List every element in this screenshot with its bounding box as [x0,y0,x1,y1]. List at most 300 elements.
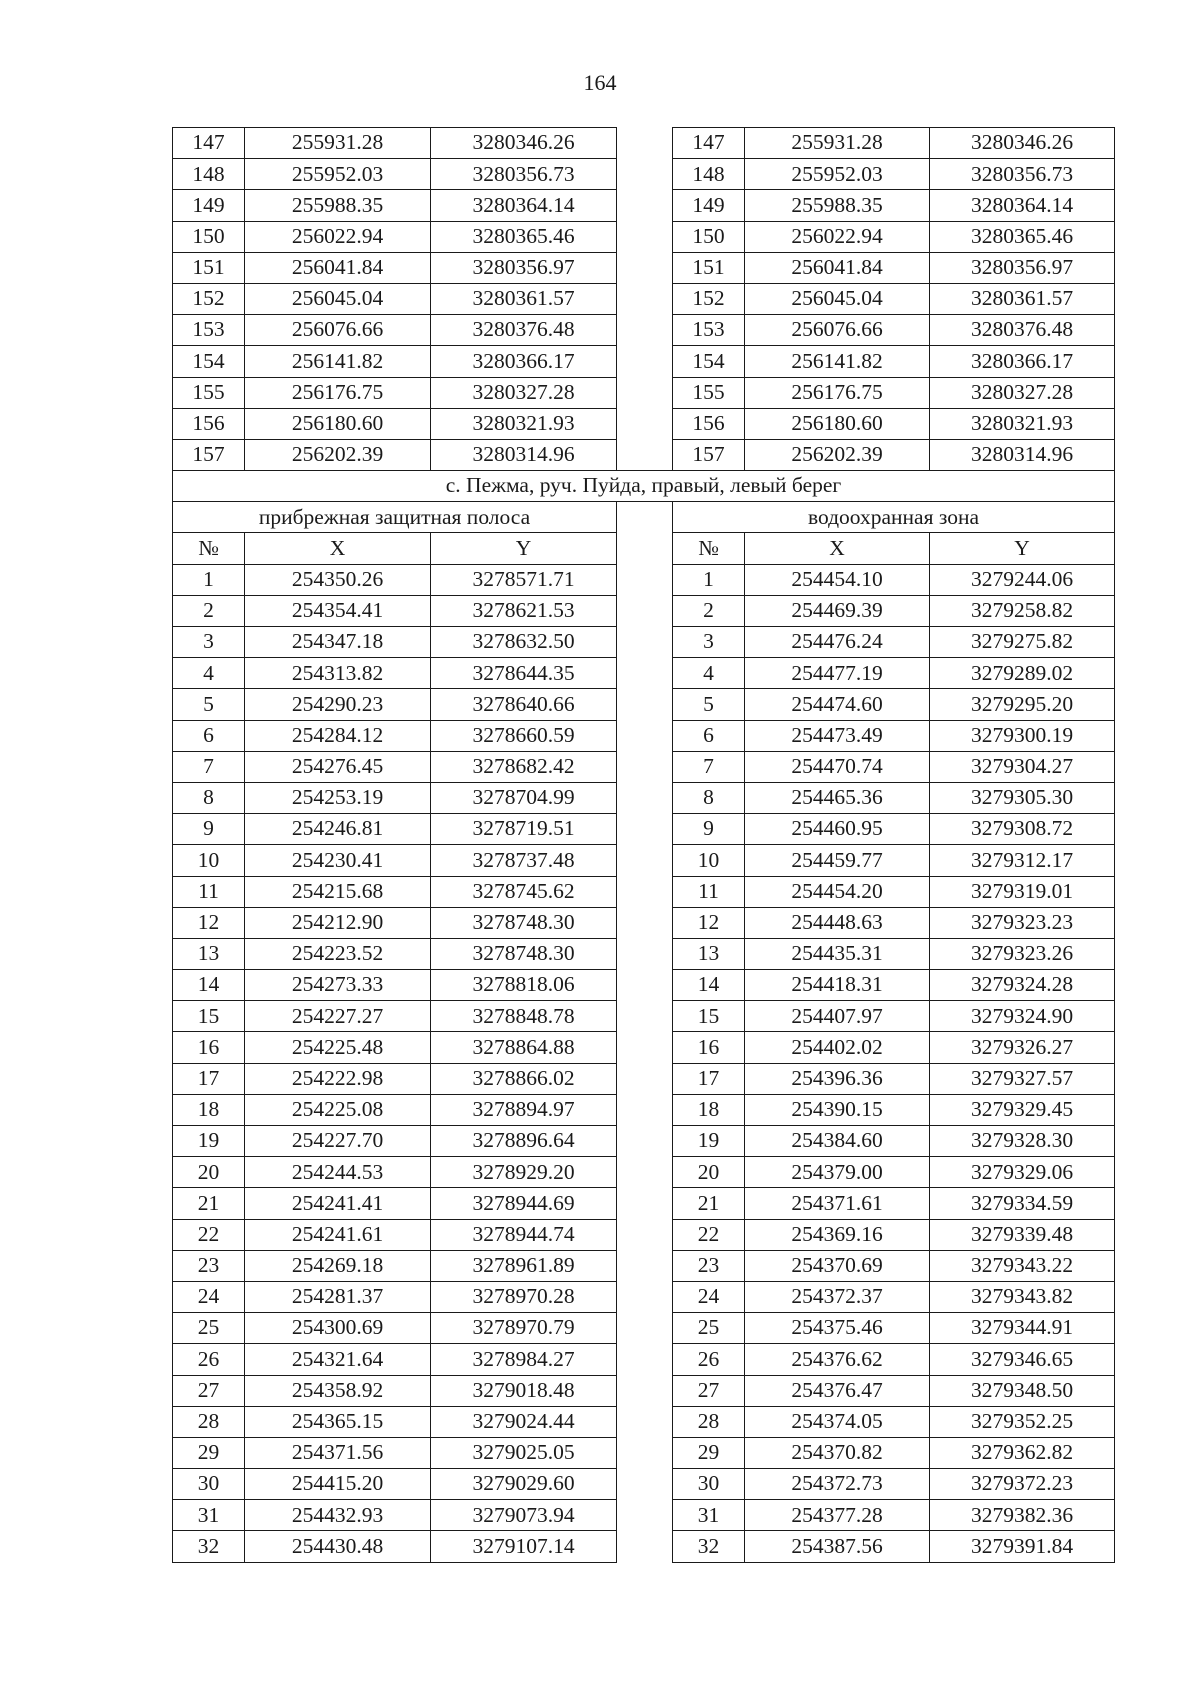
cell-num-right: 12 [673,907,745,938]
cell-num-right: 18 [673,1094,745,1125]
cell-num-right: 20 [673,1157,745,1188]
coordinates-table [172,127,1115,1563]
cell-y-left: 3278961.89 [431,1250,617,1281]
table-row [173,1313,1115,1344]
table-row [173,1375,1115,1406]
gap-cell [617,1157,673,1188]
cell-y-left: 3279107.14 [431,1531,617,1562]
cell-y-left: 3280356.97 [431,252,617,283]
cell-num-right: 25 [673,1313,745,1344]
cell-x-right: 254402.02 [745,1032,930,1063]
cell-y-left: 3279018.48 [431,1375,617,1406]
cell-y-right: 3279346.65 [930,1344,1115,1375]
gap-cell [617,408,673,439]
cell-x-left: 254227.70 [245,1126,431,1157]
table-row [173,1281,1115,1312]
cell-num-right: 9 [673,814,745,845]
cell-num-right: 26 [673,1344,745,1375]
cell-y-left: 3280346.26 [431,128,617,159]
gap-cell [617,1406,673,1437]
cell-y-left: 3280361.57 [431,283,617,314]
col-header-x-right: X [745,533,930,564]
cell-num-left: 152 [173,283,245,314]
cell-y-left: 3280327.28 [431,377,617,408]
cell-y-left: 3278944.69 [431,1188,617,1219]
cell-y-left: 3278644.35 [431,658,617,689]
cell-num-left: 19 [173,1126,245,1157]
cell-num-left: 8 [173,782,245,813]
gap-cell [617,1219,673,1250]
table-row [173,190,1115,221]
cell-y-left: 3278682.42 [431,751,617,782]
cell-x-left: 254432.93 [245,1500,431,1531]
cell-num-left: 17 [173,1063,245,1094]
cell-x-right: 254369.16 [745,1219,930,1250]
table-row [173,439,1115,470]
cell-x-left: 254350.26 [245,564,431,595]
cell-num-right: 11 [673,876,745,907]
cell-y-right: 3279312.17 [930,845,1115,876]
table-row [173,283,1115,314]
cell-num-left: 6 [173,720,245,751]
cell-y-left: 3278848.78 [431,1001,617,1032]
table-row [173,751,1115,782]
cell-y-right: 3279352.25 [930,1406,1115,1437]
cell-y-right: 3279334.59 [930,1188,1115,1219]
cell-num-right: 151 [673,252,745,283]
cell-y-right: 3279324.28 [930,970,1115,1001]
cell-y-left: 3280356.73 [431,159,617,190]
section-title-row [173,471,1115,502]
cell-y-left: 3278894.97 [431,1094,617,1125]
cell-x-left: 254244.53 [245,1157,431,1188]
gap-cell [617,377,673,408]
table-row [173,346,1115,377]
cell-y-right: 3280364.14 [930,190,1115,221]
cell-num-right: 29 [673,1437,745,1468]
cell-y-right: 3279319.01 [930,876,1115,907]
cell-num-right: 156 [673,408,745,439]
cell-x-left: 254269.18 [245,1250,431,1281]
table-row [173,658,1115,689]
cell-y-right: 3279305.30 [930,782,1115,813]
cell-num-right: 28 [673,1406,745,1437]
cell-num-left: 24 [173,1281,245,1312]
cell-x-left: 254241.61 [245,1219,431,1250]
cell-num-left: 10 [173,845,245,876]
cell-x-left: 254358.92 [245,1375,431,1406]
cell-x-right: 255988.35 [745,190,930,221]
gap-cell [617,782,673,813]
cell-x-right: 254370.69 [745,1250,930,1281]
cell-y-left: 3278719.51 [431,814,617,845]
cell-y-left: 3279029.60 [431,1469,617,1500]
cell-x-left: 254347.18 [245,627,431,658]
cell-y-right: 3279323.23 [930,907,1115,938]
cell-y-right: 3279289.02 [930,658,1115,689]
cell-x-right: 254371.61 [745,1188,930,1219]
cell-y-right: 3279300.19 [930,720,1115,751]
table-row [173,408,1115,439]
cell-num-left: 14 [173,970,245,1001]
cell-y-left: 3278944.74 [431,1219,617,1250]
cell-x-left: 254225.08 [245,1094,431,1125]
cell-x-left: 254371.56 [245,1437,431,1468]
cell-num-left: 15 [173,1001,245,1032]
cell-y-right: 3279275.82 [930,627,1115,658]
table-row [173,564,1115,595]
cell-num-left: 11 [173,876,245,907]
table-row [173,814,1115,845]
cell-y-left: 3278929.20 [431,1157,617,1188]
table-row [173,1250,1115,1281]
cell-num-right: 21 [673,1188,745,1219]
cell-num-right: 10 [673,845,745,876]
gap-cell [617,1188,673,1219]
cell-num-right: 150 [673,221,745,252]
cell-x-right: 254474.60 [745,689,930,720]
cell-num-right: 154 [673,346,745,377]
cell-num-left: 4 [173,658,245,689]
cell-x-right: 254459.77 [745,845,930,876]
table-row [173,782,1115,813]
cell-num-left: 151 [173,252,245,283]
cell-num-right: 5 [673,689,745,720]
cell-num-left: 148 [173,159,245,190]
cell-y-right: 3279391.84 [930,1531,1115,1562]
cell-num-left: 3 [173,627,245,658]
cell-x-left: 254300.69 [245,1313,431,1344]
cell-y-right: 3280356.97 [930,252,1115,283]
cell-y-left: 3280366.17 [431,346,617,377]
cell-y-right: 3279348.50 [930,1375,1115,1406]
cell-y-left: 3278984.27 [431,1344,617,1375]
cell-x-right: 256022.94 [745,221,930,252]
cell-num-left: 23 [173,1250,245,1281]
cell-x-left: 256045.04 [245,283,431,314]
gap-cell [617,315,673,346]
cell-x-right: 254476.24 [745,627,930,658]
cell-y-left: 3278571.71 [431,564,617,595]
table-row [173,845,1115,876]
cell-num-left: 149 [173,190,245,221]
cell-x-left: 254246.81 [245,814,431,845]
cell-y-right: 3279326.27 [930,1032,1115,1063]
cell-y-right: 3280314.96 [930,439,1115,470]
table-row [173,159,1115,190]
cell-x-left: 254365.15 [245,1406,431,1437]
cell-x-right: 254372.73 [745,1469,930,1500]
cell-num-right: 8 [673,782,745,813]
cell-num-left: 32 [173,1531,245,1562]
gap-cell [617,1281,673,1312]
cell-num-right: 14 [673,970,745,1001]
gap-cell [617,221,673,252]
cell-y-right: 3279329.06 [930,1157,1115,1188]
cell-y-left: 3278864.88 [431,1032,617,1063]
cell-x-right: 254418.31 [745,970,930,1001]
gap-cell [617,751,673,782]
cell-y-right: 3279382.36 [930,1500,1115,1531]
cell-x-right: 254465.36 [745,782,930,813]
table-row [173,1094,1115,1125]
cell-num-right: 7 [673,751,745,782]
cell-y-right: 3280361.57 [930,283,1115,314]
table-row [173,1032,1115,1063]
cell-x-left: 254212.90 [245,907,431,938]
cell-num-left: 16 [173,1032,245,1063]
cell-y-right: 3280327.28 [930,377,1115,408]
cell-num-left: 28 [173,1406,245,1437]
gap-cell [617,1063,673,1094]
cell-num-right: 4 [673,658,745,689]
cell-y-left: 3278704.99 [431,782,617,813]
cell-y-left: 3278640.66 [431,689,617,720]
cell-x-right: 254470.74 [745,751,930,782]
col-header-y-left: Y [431,533,617,564]
cell-x-left: 256141.82 [245,346,431,377]
gap-cell [617,938,673,969]
table-row [173,720,1115,751]
cell-y-left: 3278748.30 [431,907,617,938]
cell-x-left: 254227.27 [245,1001,431,1032]
cell-x-right: 256176.75 [745,377,930,408]
cell-x-left: 254273.33 [245,970,431,1001]
cell-y-left: 3279073.94 [431,1500,617,1531]
cell-x-right: 254377.28 [745,1500,930,1531]
cell-num-right: 31 [673,1500,745,1531]
cell-y-right: 3280321.93 [930,408,1115,439]
cell-num-right: 153 [673,315,745,346]
cell-x-right: 256076.66 [745,315,930,346]
cell-y-left: 3280364.14 [431,190,617,221]
cell-y-right: 3280356.73 [930,159,1115,190]
table-row [173,1344,1115,1375]
cell-x-right: 256041.84 [745,252,930,283]
cell-num-left: 30 [173,1469,245,1500]
cell-num-right: 30 [673,1469,745,1500]
table-row [173,1219,1115,1250]
cell-x-right: 254390.15 [745,1094,930,1125]
cell-num-right: 3 [673,627,745,658]
gap-cell [617,814,673,845]
cell-num-right: 23 [673,1250,745,1281]
cell-num-right: 15 [673,1001,745,1032]
cell-y-right: 3279295.20 [930,689,1115,720]
cell-num-left: 7 [173,751,245,782]
cell-num-left: 153 [173,315,245,346]
cell-num-left: 150 [173,221,245,252]
table-row [173,252,1115,283]
table-row [173,128,1115,159]
cell-y-left: 3278970.28 [431,1281,617,1312]
cell-y-right: 3279329.45 [930,1094,1115,1125]
cell-x-right: 254387.56 [745,1531,930,1562]
table-row [173,876,1115,907]
cell-x-right: 254454.10 [745,564,930,595]
gap-cell [617,1250,673,1281]
gap-cell [617,689,673,720]
cell-num-right: 157 [673,439,745,470]
zone-header-row [173,502,1115,533]
table-row [173,221,1115,252]
cell-y-left: 3278970.79 [431,1313,617,1344]
table-row [173,315,1115,346]
cell-num-left: 13 [173,938,245,969]
cell-num-right: 147 [673,128,745,159]
col-header-y-right: Y [930,533,1115,564]
cell-num-right: 19 [673,1126,745,1157]
gap-cell [617,1531,673,1562]
gap-cell [617,1375,673,1406]
cell-num-right: 149 [673,190,745,221]
cell-x-right: 254379.00 [745,1157,930,1188]
cell-x-left: 254215.68 [245,876,431,907]
table-row [173,377,1115,408]
gap-cell [617,970,673,1001]
cell-x-right: 254469.39 [745,595,930,626]
cell-x-left: 256076.66 [245,315,431,346]
table-row [173,1500,1115,1531]
gap-cell [617,283,673,314]
cell-x-left: 255931.28 [245,128,431,159]
gap-cell [617,876,673,907]
cell-y-left: 3278748.30 [431,938,617,969]
cell-num-left: 157 [173,439,245,470]
table-row [173,1001,1115,1032]
cell-num-right: 148 [673,159,745,190]
cell-y-left: 3278632.50 [431,627,617,658]
cell-num-left: 1 [173,564,245,595]
cell-x-left: 254290.23 [245,689,431,720]
cell-num-right: 1 [673,564,745,595]
cell-x-left: 256041.84 [245,252,431,283]
gap-cell [617,1094,673,1125]
cell-num-left: 156 [173,408,245,439]
table-row [173,1126,1115,1157]
cell-x-right: 254370.82 [745,1437,930,1468]
cell-x-right: 254376.62 [745,1344,930,1375]
cell-x-right: 256045.04 [745,283,930,314]
cell-y-right: 3280346.26 [930,128,1115,159]
gap-cell [617,128,673,159]
cell-x-left: 254321.64 [245,1344,431,1375]
table-row [173,1531,1115,1562]
cell-num-left: 12 [173,907,245,938]
cell-y-left: 3278621.53 [431,595,617,626]
cell-num-left: 18 [173,1094,245,1125]
section-rows [173,564,1115,1562]
cell-y-left: 3279025.05 [431,1437,617,1468]
cell-y-right: 3279258.82 [930,595,1115,626]
cell-x-left: 254222.98 [245,1063,431,1094]
cell-x-left: 254225.48 [245,1032,431,1063]
gap-cell [617,1437,673,1468]
cell-y-right: 3279244.06 [930,564,1115,595]
cell-num-left: 29 [173,1437,245,1468]
section-title: с. Пежма, руч. Пуйда, правый, левый берег [173,471,1115,502]
cell-y-left: 3278737.48 [431,845,617,876]
cell-x-right: 254473.49 [745,720,930,751]
cell-x-left: 254415.20 [245,1469,431,1500]
cell-x-left: 254230.41 [245,845,431,876]
cell-y-right: 3279327.57 [930,1063,1115,1094]
table-row [173,1406,1115,1437]
cell-x-left: 255988.35 [245,190,431,221]
cell-num-left: 9 [173,814,245,845]
table-row [173,1157,1115,1188]
gap-cell [617,564,673,595]
col-header-x-left: X [245,533,431,564]
cell-num-left: 21 [173,1188,245,1219]
cell-y-right: 3279372.23 [930,1469,1115,1500]
cell-num-right: 152 [673,283,745,314]
cell-x-left: 256202.39 [245,439,431,470]
table-row [173,1437,1115,1468]
cell-num-right: 155 [673,377,745,408]
cell-y-right: 3279343.22 [930,1250,1115,1281]
cell-x-right: 254460.95 [745,814,930,845]
col-header-num-right: № [673,533,745,564]
left-zone-header: прибрежная защитная полоса [173,502,617,533]
gap-cell [617,502,673,533]
gap-cell [617,658,673,689]
cell-num-right: 17 [673,1063,745,1094]
gap-cell [617,190,673,221]
cell-y-left: 3278660.59 [431,720,617,751]
cell-x-left: 254430.48 [245,1531,431,1562]
gap-cell [617,1032,673,1063]
cell-y-right: 3279324.90 [930,1001,1115,1032]
cell-num-right: 27 [673,1375,745,1406]
cell-num-left: 22 [173,1219,245,1250]
gap-cell [617,1469,673,1500]
cell-y-right: 3280376.48 [930,315,1115,346]
gap-cell [617,907,673,938]
gap-cell [617,595,673,626]
cell-num-right: 13 [673,938,745,969]
top-rows [173,128,1115,471]
cell-x-left: 255952.03 [245,159,431,190]
cell-y-right: 3280366.17 [930,346,1115,377]
cell-y-right: 3279344.91 [930,1313,1115,1344]
cell-x-left: 256022.94 [245,221,431,252]
table-row [173,938,1115,969]
gap-cell [617,1313,673,1344]
cell-x-left: 256180.60 [245,408,431,439]
cell-num-right: 32 [673,1531,745,1562]
cell-y-right: 3280365.46 [930,221,1115,252]
cell-y-left: 3280365.46 [431,221,617,252]
cell-y-right: 3279339.48 [930,1219,1115,1250]
cell-y-right: 3279323.26 [930,938,1115,969]
cell-num-right: 16 [673,1032,745,1063]
gap-cell [617,346,673,377]
table-row [173,1469,1115,1500]
cell-x-left: 254223.52 [245,938,431,969]
cell-num-left: 25 [173,1313,245,1344]
cell-y-right: 3279304.27 [930,751,1115,782]
cell-x-left: 254276.45 [245,751,431,782]
cell-num-left: 2 [173,595,245,626]
cell-x-right: 256202.39 [745,439,930,470]
col-header-num-left: № [173,533,245,564]
cell-x-left: 254281.37 [245,1281,431,1312]
gap-cell [617,627,673,658]
cell-num-right: 6 [673,720,745,751]
cell-num-left: 27 [173,1375,245,1406]
cell-y-right: 3279343.82 [930,1281,1115,1312]
